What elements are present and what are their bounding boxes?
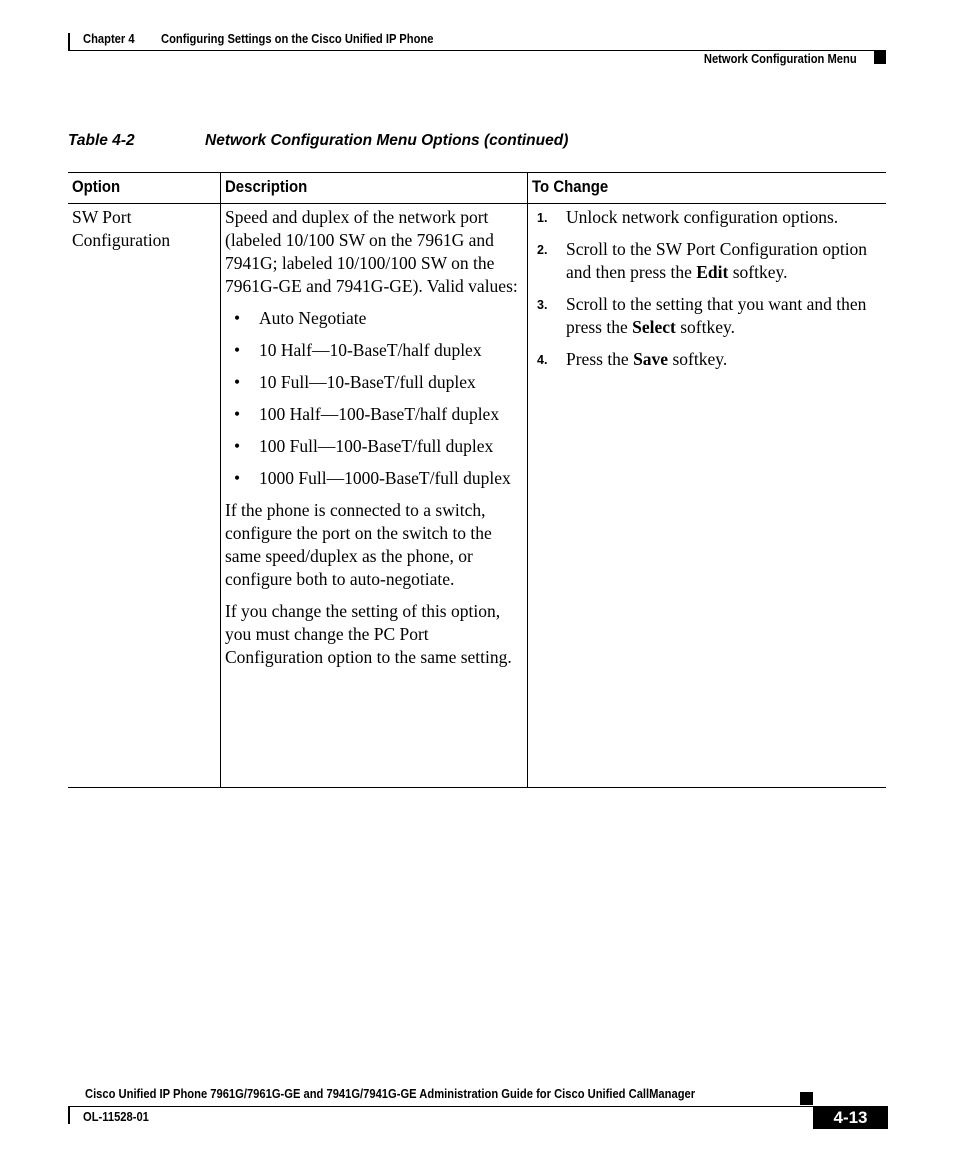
option-name-line: SW Port <box>72 207 132 227</box>
softkey-name: Edit <box>696 262 729 282</box>
bullet-icon: • <box>234 372 241 392</box>
option-cell <box>72 206 220 252</box>
value-text: 10 Half—10-BaseT/half duplex <box>259 340 482 360</box>
chapter-title: Configuring Settings on the Cisco Unified IP Phone <box>161 31 434 46</box>
table-caption-title: Network Configuration Menu Options (continued) <box>205 132 569 149</box>
column-divider <box>527 172 528 788</box>
description-cell <box>225 206 525 678</box>
value-text: 100 Half—100-BaseT/half duplex <box>259 404 500 424</box>
table-top-rule <box>68 172 886 173</box>
step-text: Unlock network configuration options. <box>566 207 839 227</box>
list-item <box>225 435 525 458</box>
step-text: Press the <box>566 349 634 369</box>
column-header-to-change: To Change <box>532 177 609 196</box>
list-item <box>225 403 525 426</box>
value-text: 1000 Full—1000-BaseT/full duplex <box>259 468 511 488</box>
step-item <box>534 293 886 339</box>
footer-marker <box>800 1092 813 1105</box>
bullet-icon: • <box>234 308 241 328</box>
column-divider <box>220 172 221 788</box>
valid-values-list <box>225 307 525 490</box>
options-table <box>68 172 886 788</box>
bullet-icon: • <box>234 340 241 360</box>
step-text: Scroll to the SW Port Configuration option and then press the <box>566 239 868 282</box>
step-number: 4. <box>537 353 548 367</box>
step-item <box>534 348 886 371</box>
value-text: Auto Negotiate <box>259 308 367 328</box>
step-item <box>534 238 886 284</box>
step-number: 1. <box>537 211 548 225</box>
page-number: 4-13 <box>813 1106 888 1129</box>
bullet-icon: • <box>234 436 241 456</box>
footer-rule <box>68 1106 813 1107</box>
description-note: If the phone is connected to a switch, configure the port on the switch to the same speed/duplex as the phone, or configure both to auto-negotiate. <box>225 500 492 589</box>
step-item <box>534 206 886 229</box>
step-text: softkey. <box>668 349 728 369</box>
step-number: 2. <box>537 243 548 257</box>
value-text: 100 Full—100-BaseT/full duplex <box>259 436 494 456</box>
table-caption-number: Table 4-2 <box>68 132 135 149</box>
steps-list <box>534 206 886 371</box>
section-title: Network Configuration Menu <box>704 51 857 66</box>
footer-left-bar <box>68 1106 70 1124</box>
column-header-description: Description <box>225 177 308 196</box>
step-text: Scroll to the setting that you want and then press the <box>566 294 867 337</box>
step-text: softkey. <box>675 317 735 337</box>
softkey-name: Select <box>632 317 676 337</box>
guide-title: Cisco Unified IP Phone 7961G/7961G-GE and 7941G/7941G-GE Administration Guide for Cisco Unified CallManager <box>85 1086 696 1101</box>
list-item <box>225 371 525 394</box>
bullet-icon: • <box>234 404 241 424</box>
chapter-number: Chapter 4 <box>83 31 135 46</box>
softkey-name: Save <box>633 349 669 369</box>
header-marker <box>874 51 886 64</box>
list-item <box>225 467 525 490</box>
to-change-cell <box>534 206 886 380</box>
header-left-bar <box>68 33 70 51</box>
description-intro: Speed and duplex of the network port (labeled 10/100 SW on the 7961G and 7941G; labeled 10/100/100 SW on the 7961G-GE and 7941G-GE). Valid values: <box>225 207 518 296</box>
description-note: If you change the setting of this option, you must change the PC Port Configuration option to the same setting. <box>225 601 512 667</box>
document-number: OL-11528-01 <box>83 1109 149 1124</box>
column-header-option: Option <box>72 177 121 196</box>
option-name-line: Configuration <box>72 230 171 250</box>
value-text: 10 Full—10-BaseT/full duplex <box>259 372 476 392</box>
list-item <box>225 339 525 362</box>
table-header-rule <box>68 203 886 204</box>
bullet-icon: • <box>234 468 241 488</box>
step-text: softkey. <box>728 262 788 282</box>
list-item <box>225 307 525 330</box>
table-bottom-rule <box>68 787 886 788</box>
step-number: 3. <box>537 298 548 312</box>
